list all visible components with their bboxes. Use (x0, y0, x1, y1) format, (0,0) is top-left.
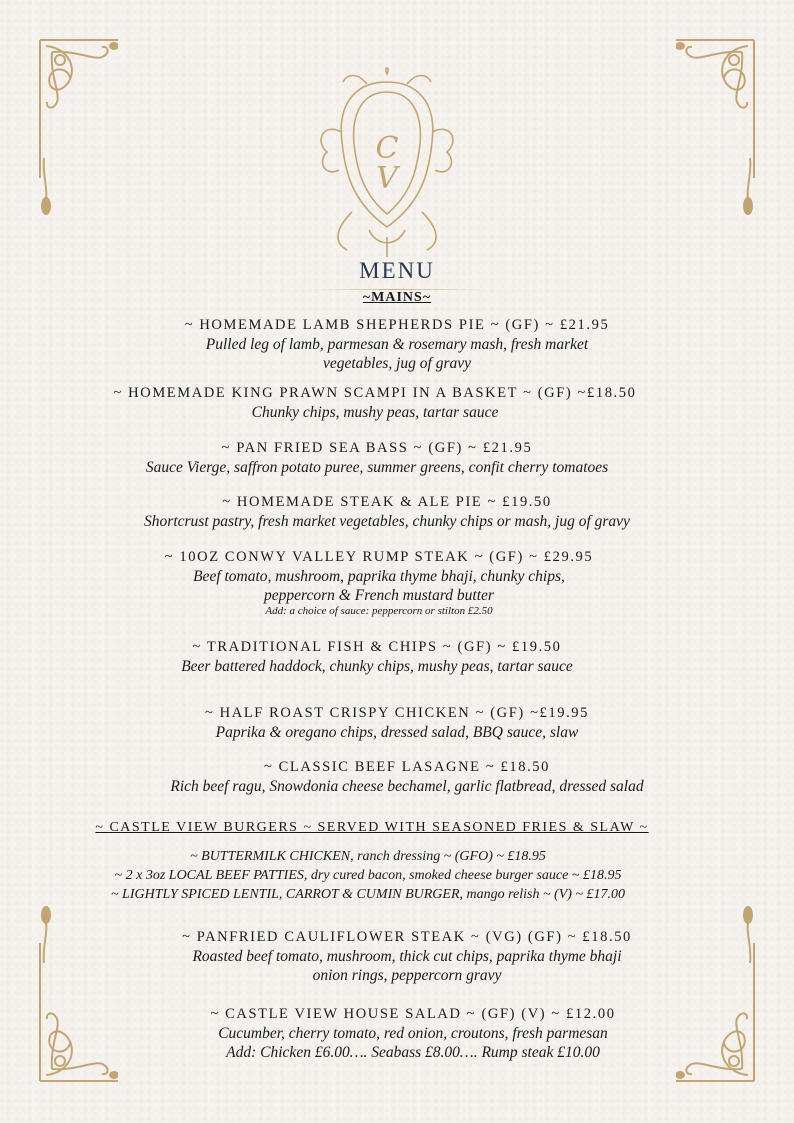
menu-item (0, 548, 776, 618)
burger-item: ~ LIGHTLY SPICED LENTIL, CARROT & CUMIN BURGER, mango relish ~ (V) ~ £17.00 (110, 887, 625, 902)
item-name: ~ PAN FRIED SEA BASS ~ (GF) ~ £21.95 (221, 440, 533, 456)
item-description: Add: Chicken £6.00…. Seabass £8.00…. Rump steak £10.00 (226, 1044, 600, 1061)
item-name: ~ HOMEMADE KING PRAWN SCAMPI IN A BASKET ~ (GF) ~£18.50 (113, 385, 637, 401)
item-description: vegetables, jug of gravy (322, 355, 472, 372)
item-name: ~ TRADITIONAL FISH & CHIPS ~ (GF) ~ £19.50 (192, 639, 562, 655)
item-name: ~ CLASSIC BEEF LASAGNE ~ £18.50 (263, 759, 551, 775)
item-name: ~ CASTLE VIEW HOUSE SALAD ~ (GF) (V) ~ £12.00 (210, 1006, 616, 1022)
menu-item (10, 928, 794, 985)
section-heading-burgers: ~ CASTLE VIEW BURGERS ~ SERVED WITH SEASONED FRIES & SLAW ~ (95, 820, 649, 835)
item-description: onion rings, peppercorn gravy (312, 967, 502, 984)
menu-title: MENU (359, 258, 435, 283)
item-description: Roasted beef tomato, mushroom, thick cut chips, paprika thyme bhaji (192, 948, 622, 965)
menu-item (0, 439, 774, 477)
item-description: Shortcrust pastry, fresh market vegetables, chunky chips or mash, jug of gravy (144, 513, 630, 530)
item-name: ~ PANFRIED CAULIFLOWER STEAK ~ (VG) (GF) ~ £18.50 (182, 929, 632, 945)
crest-monogram: C V (375, 131, 399, 196)
menu-item (0, 638, 774, 676)
item-description: peppercorn & French mustard butter (264, 587, 494, 604)
item-name: ~ HALF ROAST CRISPY CHICKEN ~ (GF) ~£19.95 (205, 705, 589, 721)
item-name: ~ 10OZ CONWY VALLEY RUMP STEAK ~ (GF) ~ £29.95 (164, 549, 594, 565)
item-description: Pulled leg of lamb, parmesan & rosemary mash, fresh market (205, 336, 589, 353)
section-heading-mains: ~MAINS~ (362, 290, 432, 305)
item-description: Paprika & oregano chips, dressed salad, BBQ sauce, slaw (215, 724, 579, 741)
item-description: Rich beef ragu, Snowdonia cheese bechamel, garlic flatbread, dressed salad (170, 778, 644, 795)
corner-ornament-top-left (38, 38, 118, 218)
item-note: Add: a choice of sauce: peppercorn or stilton £2.50 (265, 605, 493, 617)
item-name: ~ HOMEMADE STEAK & ALE PIE ~ £19.50 (222, 494, 552, 510)
burger-item: ~ BUTTERMILK CHICKEN, ranch dressing ~ (GFO) ~ £18.95 (190, 849, 546, 864)
corner-ornament-top-right (676, 38, 756, 218)
burger-item: ~ 2 x 3oz LOCAL BEEF PATTIES, dry cured bacon, smoked cheese burger sauce ~ £18.95 (114, 868, 622, 883)
menu-item (0, 493, 784, 531)
item-description: Beer battered haddock, chunky chips, mushy peas, tartar sauce (181, 658, 573, 675)
burger-list (0, 847, 736, 904)
item-description: Cucumber, cherry tomato, red onion, croutons, fresh parmesan (218, 1025, 608, 1042)
item-description: Sauce Vierge, saffron potato puree, summer greens, confit cherry tomatoes (145, 459, 609, 476)
item-name: ~ HOMEMADE LAMB SHEPHERDS PIE ~ (GF) ~ £21.95 (184, 317, 610, 333)
menu-item (0, 704, 794, 742)
menu-item (0, 316, 794, 373)
item-description: Chunky chips, mushy peas, tartar sauce (251, 404, 499, 421)
menu-item (0, 384, 772, 422)
menu-item (10, 758, 794, 796)
menu-item (16, 1005, 794, 1062)
item-description: Beef tomato, mushroom, paprika thyme bhaji, chunky chips, (193, 568, 565, 585)
crest-logo (307, 62, 467, 262)
